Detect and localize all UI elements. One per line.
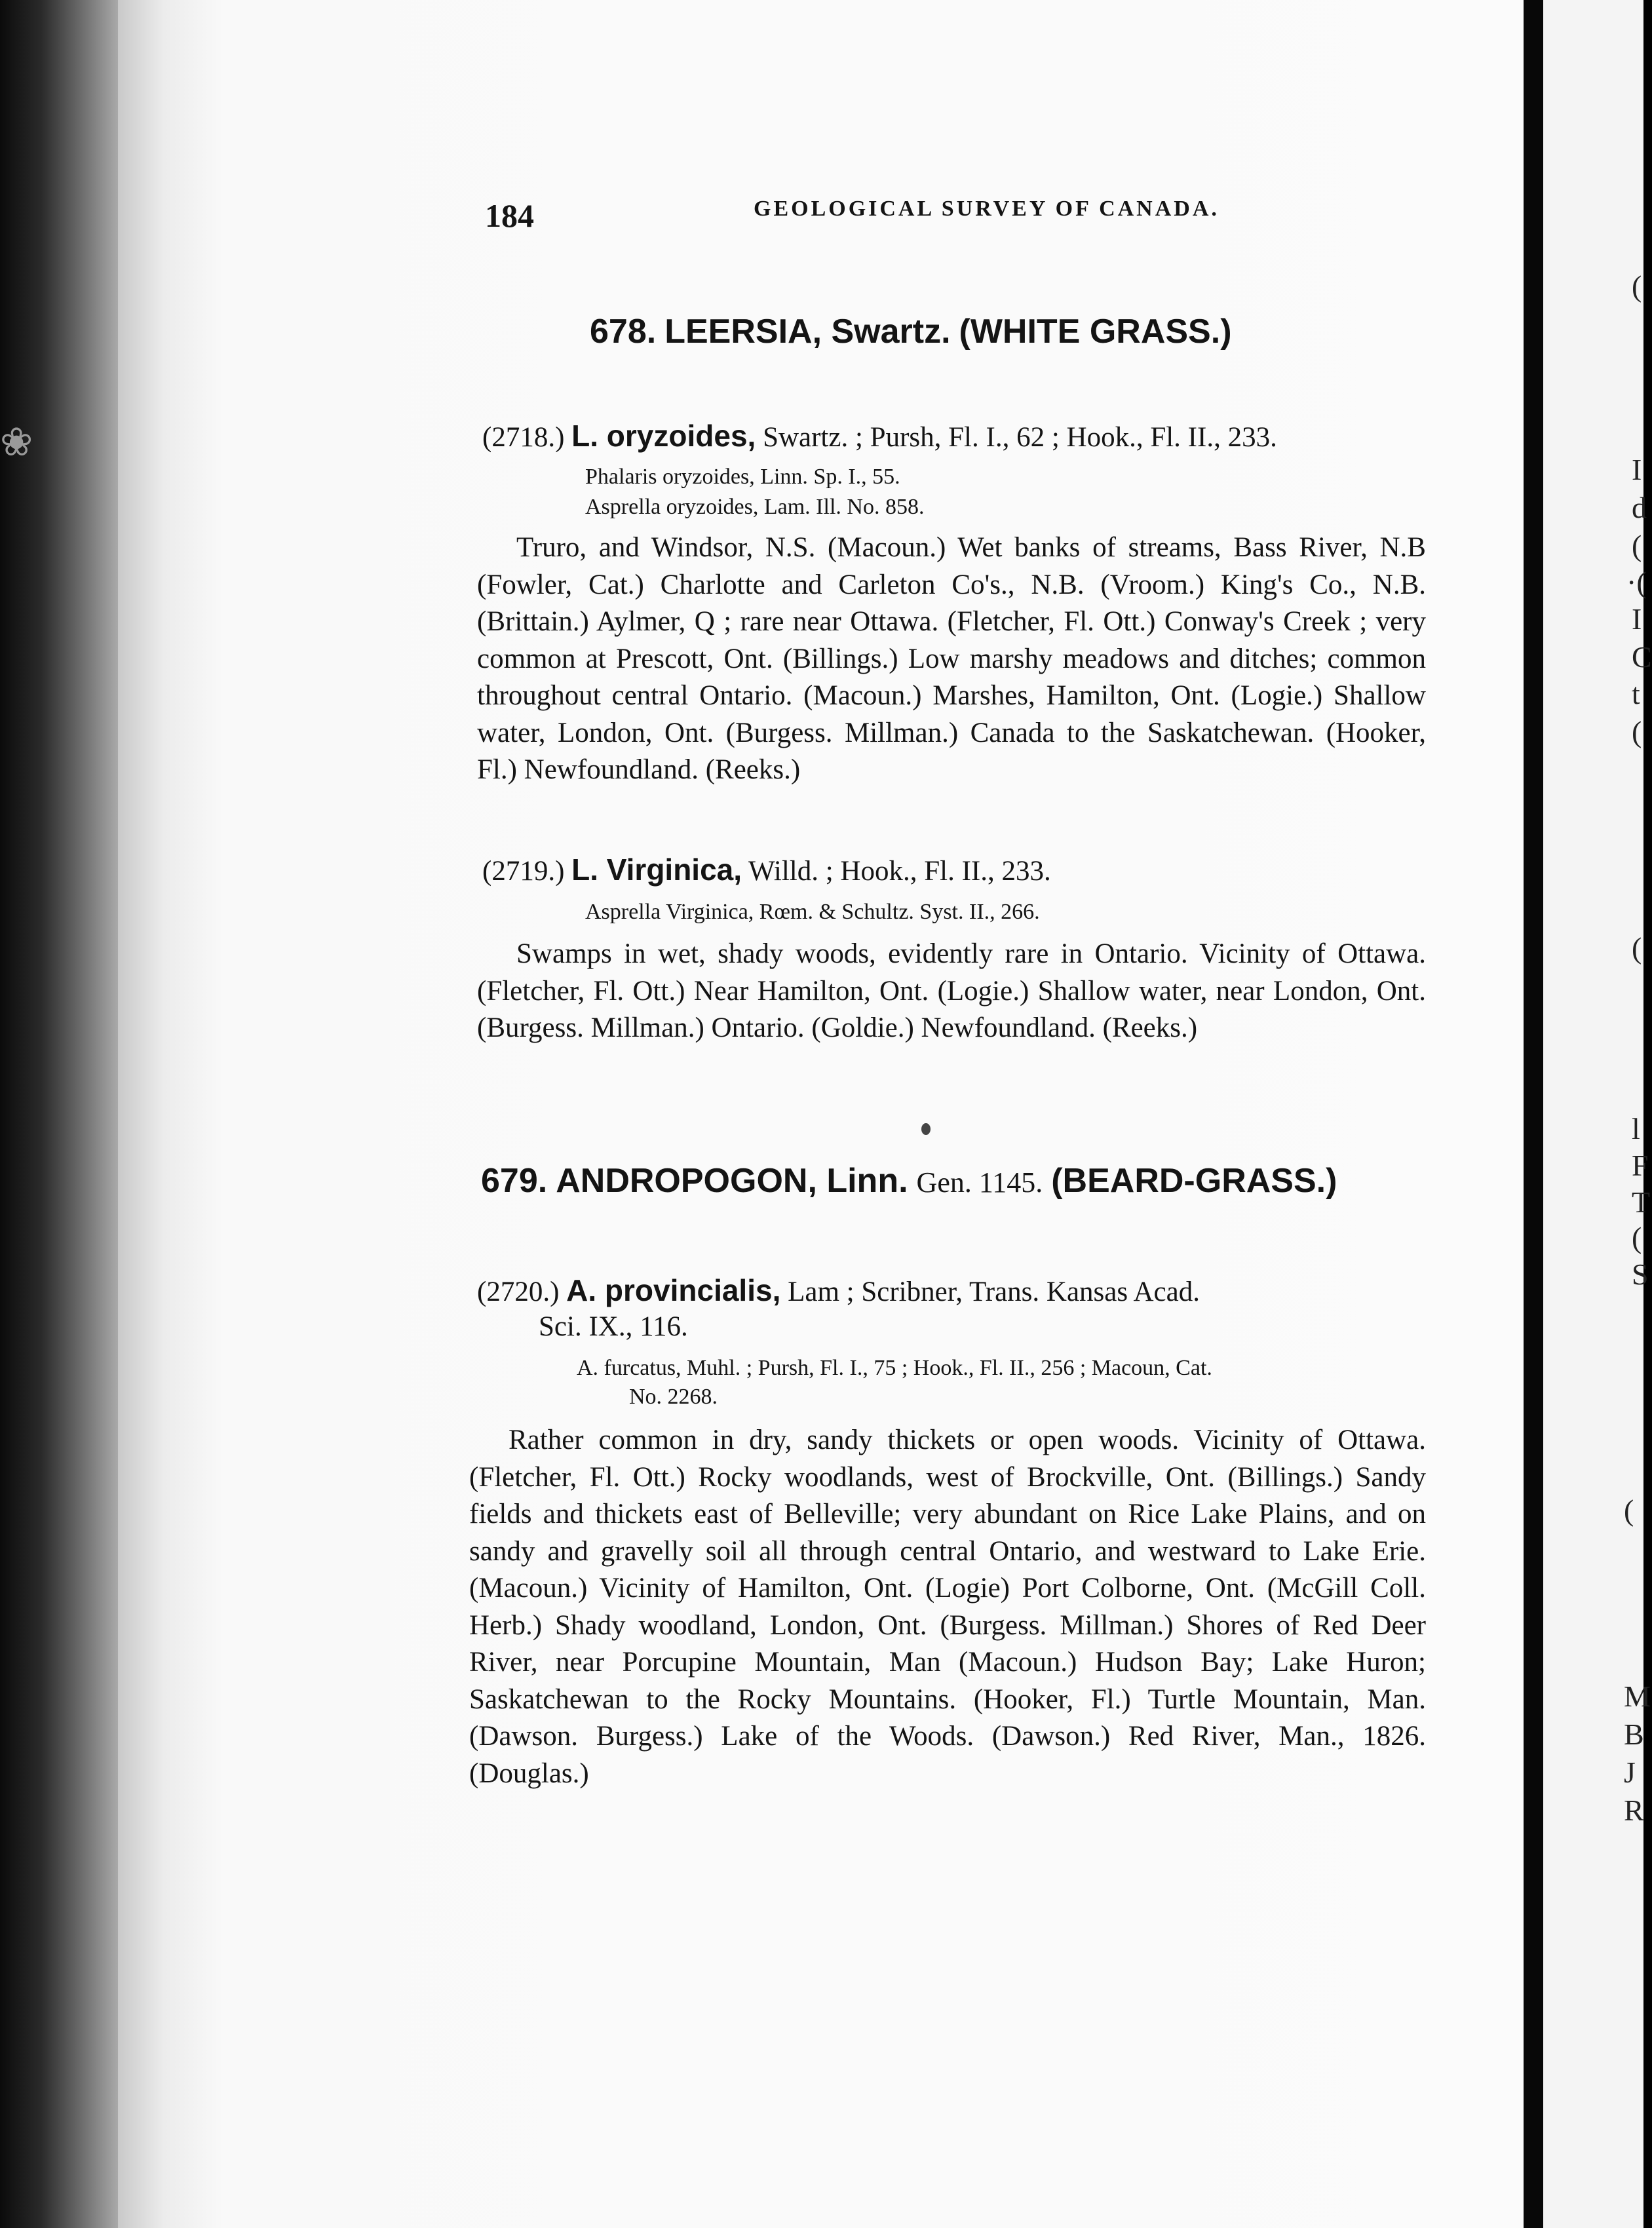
next-page-fragment: t [1632, 677, 1640, 710]
adjacent-page-edge [1543, 0, 1643, 2228]
genus-name: LEERSIA, Swartz. [664, 313, 951, 351]
page-number: 184 [485, 197, 534, 234]
species-heading-2718 [482, 417, 1277, 457]
next-page-fragment: ( [1624, 1493, 1634, 1527]
next-page-fragment: S [1632, 1258, 1649, 1291]
next-page-fragment: ·( [1626, 566, 1647, 599]
genus-common-name: (WHITE GRASS.) [959, 313, 1232, 351]
genus-number: 678. [590, 313, 657, 351]
running-head: GEOLOGICAL SURVEY OF CANADA. [754, 197, 1220, 221]
next-page-fragment: ( [1632, 269, 1642, 303]
species-heading-2720 [477, 1271, 1200, 1311]
next-page-fragment: J [1624, 1756, 1636, 1789]
species-authority: Swartz. ; Pursh, Fl. I., 62 ; Hook., Fl. II., 233. [763, 422, 1277, 453]
synonym-line: Asprella Virginica, Rœm. & Schultz. Syst. II., 266. [585, 900, 1040, 924]
next-page-fragment: B [1624, 1718, 1644, 1751]
next-page-fragment: ( [1632, 1221, 1642, 1254]
genus-heading-andropogon [481, 1161, 1337, 1200]
species-name: L. oryzoides, [571, 419, 756, 453]
next-page-fragment: ( [1632, 715, 1642, 748]
next-page-fragment: d [1632, 491, 1647, 524]
species-number: (2718.) [482, 422, 565, 453]
page-gutter [1524, 0, 1543, 2228]
next-page-fragment: ( [1632, 529, 1642, 562]
species-description-2720: Rather common in dry, sandy thickets or open woods. Vicinity of Ottawa. (Fletcher, Fl. Ott.) Rocky woodlands, west of Brockville, Ont. (Billings.) Sandy fields and thickets east of Belleville; very abundant on Rice Lake Plains, and on sandy and gravelly soil all through central Ontario, and westward to Lake Erie. (Macoun.) Vicinity of Hamilton, Ont. (Logie) Port Colborne, Ont. (McGill Coll. Herb.) Shady woodland, London, Ont. (Burgess. Millman.) Shores of Red Deer River, near Porcupine Mountain, Man (Macoun.) Hudson Bay; Lake Huron; Saskatchewan to the Rocky Mountains. (Hooker, Fl.) Turtle Mountain, Man. (Dawson. Burgess.) Lake of the Woods. (Dawson.) Red River, Man., 1826. (Douglas.) [469, 1425, 1426, 1789]
synonym-line: No. 2268. [629, 1385, 718, 1409]
next-page-fragment: F [1632, 1149, 1649, 1182]
species-description-2719: Swamps in wet, shady woods, evidently rare in Ontario. Vicinity of Ottawa. (Fletcher, Fl. Ott.) Near Hamilton, Ont. (Logie.) Shallow water, near London, Ont. (Burgess. Millman.) Ontario. (Goldie.) Newfoundland. (Reeks.) [477, 938, 1426, 1043]
species-authority: Lam ; Scribner, Trans. Kansas Acad. [788, 1277, 1200, 1307]
species-authority: Willd. ; Hook., Fl. II., 233. [748, 856, 1051, 887]
synonym-line: A. furcatus, Muhl. ; Pursh, Fl. I., 75 ; Hook., Fl. II., 256 ; Macoun, Cat. [577, 1356, 1212, 1380]
next-page-fragment: I [1632, 602, 1642, 636]
next-page-fragment: ( [1632, 931, 1642, 965]
species-number: (2720.) [477, 1277, 560, 1307]
species-name: A. provincialis, [566, 1273, 781, 1307]
species-name: L. Virginica, [571, 853, 742, 887]
next-page-fragment: l [1632, 1112, 1640, 1145]
next-page-fragment: C [1632, 640, 1652, 674]
species-number: (2719.) [482, 856, 565, 887]
next-page-fragment: T [1632, 1185, 1651, 1219]
genus-common-name: (BEARD-GRASS.) [1051, 1162, 1337, 1200]
edge-mark: ❀ [0, 419, 33, 465]
species-authority-continued: Sci. IX., 116. [539, 1311, 688, 1342]
next-page-fragment: R [1624, 1794, 1644, 1827]
next-page-fragment: I [1632, 453, 1642, 486]
synonym-line: Phalaris oryzoides, Linn. Sp. I., 55. [585, 465, 900, 489]
species-description-2718: Truro, and Windsor, N.S. (Macoun.) Wet banks of streams, Bass River, N.B (Fowler, Cat.) Charlotte and Carleton Co's., N.B. (Vroom.) King's Co., N.B. (Brittain.) Aylmer, Q ; rare near Ottawa. (Fletcher, Fl. Ott.) Conway's Creek ; very common at Prescott, Ont. (Billings.) Low marshy meadows and ditches; common throughout central Ontario. (Macoun.) Marshes, Hamilton, Ont. (Logie.) Shallow water, London, Ont. (Burgess. Millman.) Canada to the Saskatchewan. (Hooker, Fl.) Newfoundland. (Reeks.) [477, 532, 1426, 785]
synonym-line: Asprella oryzoides, Lam. Ill. No. 858. [585, 495, 925, 519]
genus-name: ANDROPOGON, Linn. [556, 1162, 908, 1200]
book-binding-edge [0, 0, 118, 2228]
genus-number: 679. [481, 1162, 548, 1200]
genus-heading-leersia [590, 312, 1232, 351]
species-heading-2719 [482, 851, 1051, 891]
genus-reference: Gen. 1145. [916, 1166, 1043, 1199]
next-page-fragment: M [1624, 1680, 1651, 1713]
ink-speck [921, 1123, 931, 1135]
